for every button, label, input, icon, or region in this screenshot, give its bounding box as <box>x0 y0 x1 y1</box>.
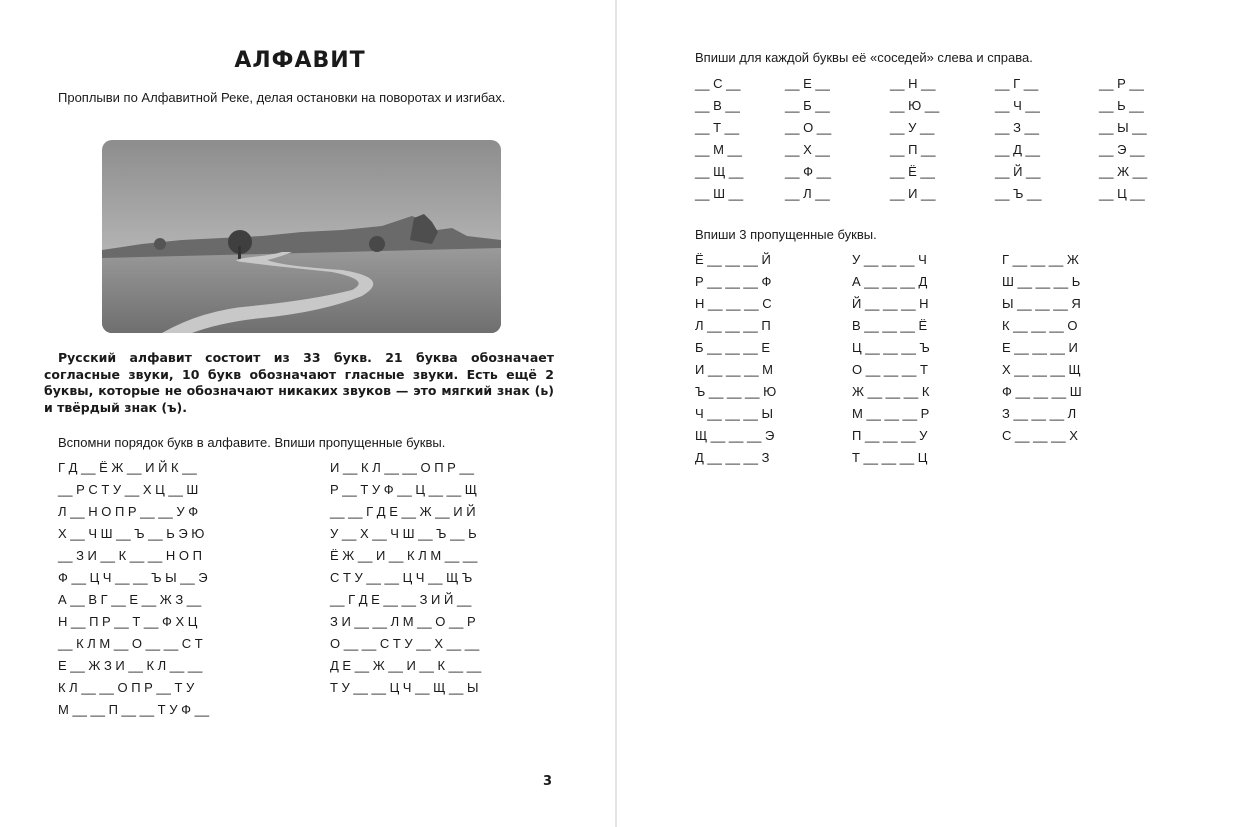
river-landscape-image <box>102 140 501 333</box>
missing3-row: М __ __ __ Р <box>852 406 930 421</box>
missing3-row: И __ __ __ М <box>695 362 773 377</box>
sequence-row: Г Д __ Ё Ж __ И Й К __ <box>58 460 197 475</box>
page-number: 3 <box>543 774 553 789</box>
sequence-row: __ __ Г Д Е __ Ж __ И Й <box>330 504 476 519</box>
sequence-row: Р __ Т У Ф __ Ц __ __ Щ <box>330 482 477 497</box>
missing3-row: Т __ __ __ Ц <box>852 450 928 465</box>
sequence-row: __ Г Д Е __ __ З И Й __ <box>330 592 472 607</box>
neighbor-item: __ Д __ <box>995 142 1040 157</box>
missing3-row: З __ __ __ Л <box>1002 406 1077 421</box>
neighbor-item: __ Й __ <box>995 164 1041 179</box>
sequence-row: Т У __ __ Ц Ч __ Щ __ Ы <box>330 680 479 695</box>
missing3-column-2 <box>852 252 930 472</box>
neighbor-item: __ Ы __ <box>1099 120 1147 135</box>
sequence-row: З И __ __ Л М __ О __ Р <box>330 614 476 629</box>
task-missing-letters: Вспомни порядок букв в алфавите. Впиши пропущенные буквы. <box>58 435 446 450</box>
neighbor-item: __ О __ <box>785 120 832 135</box>
neighbor-item: __ Ж __ <box>1099 164 1148 179</box>
left-page <box>0 0 615 827</box>
missing3-row: Г __ __ __ Ж <box>1002 252 1079 267</box>
missing3-row: Ъ __ __ __ Ю <box>695 384 777 399</box>
neighbor-item: __ С __ <box>695 76 741 91</box>
neighbor-item: __ М __ <box>695 142 742 157</box>
neighbor-item: __ Ю __ <box>890 98 940 113</box>
task-three-missing: Впиши 3 пропущенные буквы. <box>695 227 877 242</box>
missing3-row: Б __ __ __ Е <box>695 340 771 355</box>
neighbor-item: __ В __ <box>695 98 740 113</box>
missing3-column-3 <box>1002 252 1082 450</box>
sequence-row: Д Е __ Ж __ И __ К __ __ <box>330 658 482 673</box>
neighbor-item: __ З __ <box>995 120 1039 135</box>
missing3-row: Ц __ __ __ Ъ <box>852 340 930 355</box>
missing3-row: Ш __ __ __ Ь <box>1002 274 1081 289</box>
neighbor-item: __ Э __ <box>1099 142 1145 157</box>
neighbor-item: __ Н __ <box>890 76 936 91</box>
neighbor-item: __ У __ <box>890 120 935 135</box>
neighbor-item: __ Щ __ <box>695 164 744 179</box>
sequence-row: Л __ Н О П Р __ __ У Ф <box>58 504 199 519</box>
missing3-row: В __ __ __ Ё <box>852 318 928 333</box>
missing3-row: Е __ __ __ И <box>1002 340 1078 355</box>
neighbor-item: __ Г __ <box>995 76 1039 91</box>
sequence-row: О __ __ С Т У __ Х __ __ <box>330 636 480 651</box>
sequence-row: __ З И __ К __ __ Н О П <box>58 548 202 563</box>
alphabet-fact: Русский алфавит состоит из 33 букв. 21 буква обозначает согласные звуки, 10 букв обозначают гласные звуки. Есть ещё 2 буквы, которые не обозначают никаких звуков — это мягкий знак (ь) и твёрдый знак (ъ). <box>44 350 554 415</box>
task-neighbors: Впиши для каждой буквы её «соседей» слева и справа. <box>695 50 1033 65</box>
sequence-row: А __ В Г __ Е __ Ж З __ <box>58 592 202 607</box>
neighbor-item: __ Ъ __ <box>995 186 1042 201</box>
missing3-row: Щ __ __ __ Э <box>695 428 775 443</box>
neighbor-item: __ Т __ <box>695 120 740 135</box>
missing3-row: Ы __ __ __ Я <box>1002 296 1081 311</box>
sequence-row: Ё Ж __ И __ К Л М __ __ <box>330 548 478 563</box>
missing3-row: Ф __ __ __ Ш <box>1002 384 1082 399</box>
missing3-row: Ч __ __ __ Ы <box>695 406 773 421</box>
sequence-row: Е __ Ж З И __ К Л __ __ <box>58 658 203 673</box>
sequence-row: С Т У __ __ Ц Ч __ Щ Ъ <box>330 570 473 585</box>
sequence-column-2 <box>330 460 481 702</box>
missing3-row: Д __ __ __ З <box>695 450 770 465</box>
neighbor-item: __ Л __ <box>785 186 830 201</box>
missing3-row: Н __ __ __ С <box>695 296 772 311</box>
missing3-row: С __ __ __ Х <box>1002 428 1078 443</box>
neighbor-item: __ Б __ <box>785 98 830 113</box>
missing3-row: К __ __ __ О <box>1002 318 1078 333</box>
neighbor-item: __ Ё __ <box>890 164 935 179</box>
sequence-row: __ К Л М __ О __ __ С Т <box>58 636 203 651</box>
page-title: АЛФАВИТ <box>234 48 366 73</box>
neighbor-item: __ Ф __ <box>785 164 832 179</box>
neighbor-item: __ Х __ <box>785 142 830 157</box>
neighbor-item: __ П __ <box>890 142 936 157</box>
sequence-row: М __ __ П __ __ Т У Ф __ <box>58 702 210 717</box>
missing3-column-1 <box>695 252 776 472</box>
neighbor-item: __ Ь __ <box>1099 98 1144 113</box>
neighbor-item: __ Ц __ <box>1099 186 1145 201</box>
neighbor-item: __ Ш __ <box>695 186 744 201</box>
neighbor-item: __ Е __ <box>785 76 830 91</box>
missing3-row: Х __ __ __ Щ <box>1002 362 1081 377</box>
missing3-row: У __ __ __ Ч <box>852 252 927 267</box>
missing3-row: Л __ __ __ П <box>695 318 771 333</box>
right-page <box>617 0 1233 827</box>
neighbor-item: __ И __ <box>890 186 936 201</box>
sequence-row: __ Р С Т У __ Х Ц __ Ш <box>58 482 199 497</box>
neighbor-item: __ Р __ <box>1099 76 1144 91</box>
missing3-row: Ж __ __ __ К <box>852 384 930 399</box>
missing3-row: Р __ __ __ Ф <box>695 274 772 289</box>
missing3-row: П __ __ __ У <box>852 428 928 443</box>
intro-text: Проплыви по Алфавитной Реке, делая остановки на поворотах и изгибах. <box>58 90 506 105</box>
missing3-row: А __ __ __ Д <box>852 274 928 289</box>
sequence-column-1 <box>58 460 209 724</box>
river-illustration <box>102 140 501 333</box>
missing3-row: Й __ __ __ Н <box>852 296 929 311</box>
neighbor-item: __ Ч __ <box>995 98 1040 113</box>
sequence-row: И __ К Л __ __ О П Р __ <box>330 460 474 475</box>
sequence-row: У __ Х __ Ч Ш __ Ъ __ Ь <box>330 526 477 541</box>
missing3-row: Ё __ __ __ Й <box>695 252 771 267</box>
sequence-row: Ф __ Ц Ч __ __ Ъ Ы __ Э <box>58 570 208 585</box>
sequence-row: К Л __ __ О П Р __ Т У <box>58 680 195 695</box>
missing3-row: О __ __ __ Т <box>852 362 928 377</box>
sequence-row: Х __ Ч Ш __ Ъ __ Ь Э Ю <box>58 526 205 541</box>
sequence-row: Н __ П Р __ Т __ Ф Х Ц <box>58 614 198 629</box>
